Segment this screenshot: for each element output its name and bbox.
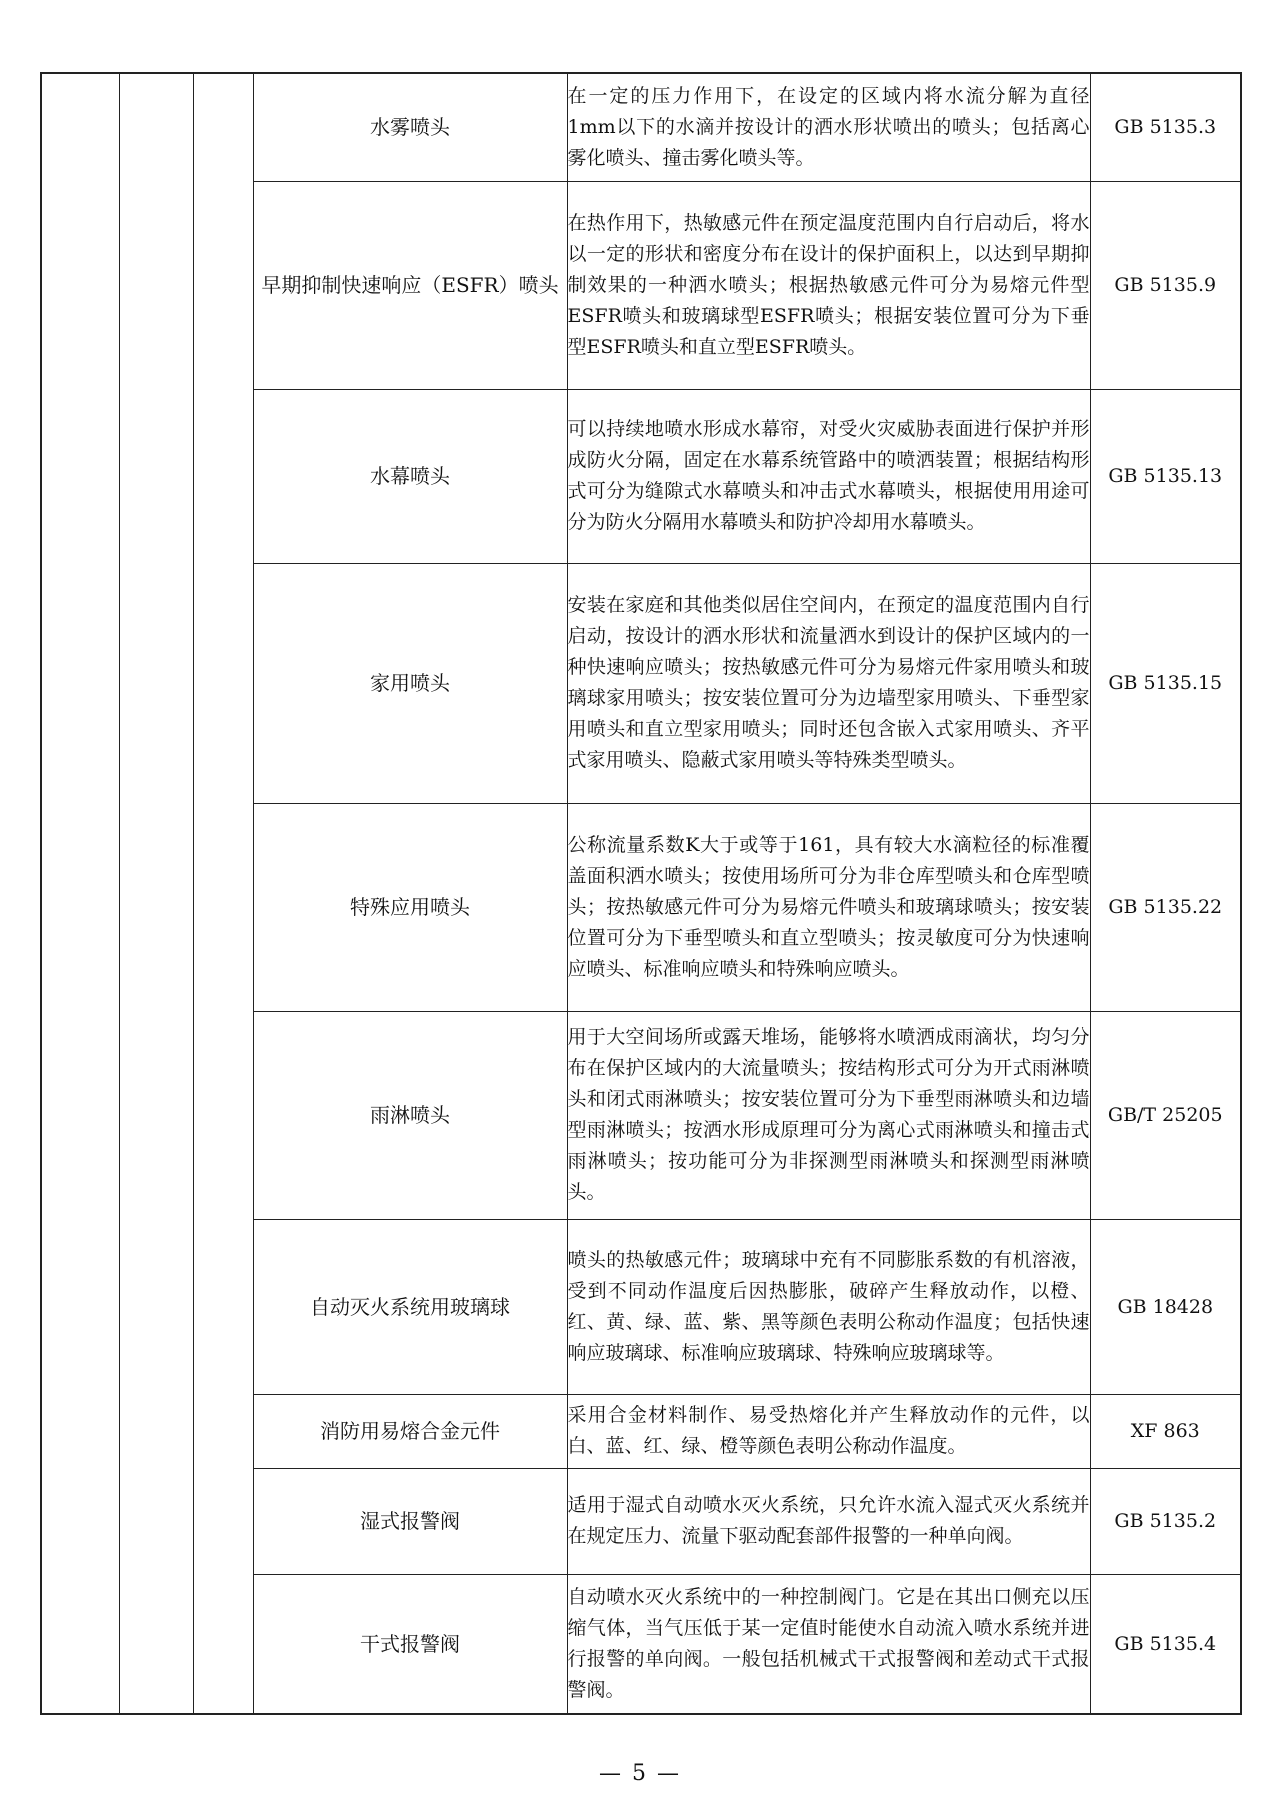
- product-table: [40, 72, 1242, 1715]
- product-name: 湿式报警阀: [253, 1468, 567, 1574]
- product-description: 适用于湿式自动喷水灭火系统，只允许水流入湿式灭火系统并在规定压力、流量下驱动配套部件报警的一种单向阀。: [567, 1468, 1090, 1574]
- standard-code: XF 863: [1090, 1394, 1241, 1468]
- table-row: [41, 73, 1241, 181]
- product-name: 特殊应用喷头: [253, 803, 567, 1011]
- standard-code: GB 5135.4: [1090, 1574, 1241, 1714]
- product-description: 可以持续地喷水形成水幕帘，对受火灾威胁表面进行保护并形成防火分隔，固定在水幕系统管路中的喷洒装置；根据结构形式可分为缝隙式水幕喷头和冲击式水幕喷头，根据使用用途可分为防火分隔用水幕喷头和防护冷却用水幕喷头。: [567, 389, 1090, 563]
- product-name: 水幕喷头: [253, 389, 567, 563]
- product-description: 采用合金材料制作、易受热熔化并产生释放动作的元件，以白、蓝、红、绿、橙等颜色表明公称动作温度。: [567, 1394, 1090, 1468]
- product-description: 用于大空间场所或露天堆场，能够将水喷洒成雨滴状，均匀分布在保护区域内的大流量喷头；按结构形式可分为开式雨淋喷头和闭式雨淋喷头；按安装位置可分为下垂型雨淋喷头和边墙型雨淋喷头；按洒水形成原理可分为离心式雨淋喷头和撞击式雨淋喷头；按功能可分为非探测型雨淋喷头和探测型雨淋喷头。: [567, 1011, 1090, 1219]
- category-column-3: [193, 73, 253, 1714]
- product-name: 早期抑制快速响应（ESFR）喷头: [253, 181, 567, 389]
- category-column-1: [41, 73, 119, 1714]
- product-name: 消防用易熔合金元件: [253, 1394, 567, 1468]
- standard-code: GB 5135.3: [1090, 73, 1241, 181]
- category-column-2: [119, 73, 193, 1714]
- product-description: 在热作用下，热敏感元件在预定温度范围内自行启动后，将水以一定的形状和密度分布在设计的保护面积上，以达到早期抑制效果的一种洒水喷头；根据热敏感元件可分为易熔元件型ESFR喷头和玻璃球型ESFR喷头；根据安装位置可分为下垂型ESFR喷头和直立型ESFR喷头。: [567, 181, 1090, 389]
- standard-code: GB 5135.22: [1090, 803, 1241, 1011]
- standard-code: GB 5135.2: [1090, 1468, 1241, 1574]
- product-description: 安装在家庭和其他类似居住空间内，在预定的温度范围内自行启动，按设计的洒水形状和流量洒水到设计的保护区域内的一种快速响应喷头；按热敏感元件可分为易熔元件家用喷头和玻璃球家用喷头；按安装位置可分为边墙型家用喷头、下垂型家用喷头和直立型家用喷头；同时还包含嵌入式家用喷头、齐平式家用喷头、隐蔽式家用喷头等特殊类型喷头。: [567, 563, 1090, 803]
- standard-code: GB 5135.13: [1090, 389, 1241, 563]
- product-description: 自动喷水灭火系统中的一种控制阀门。它是在其出口侧充以压缩气体，当气压低于某一定值时能使水自动流入喷水系统并进行报警的单向阀。一般包括机械式干式报警阀和差动式干式报警阀。: [567, 1574, 1090, 1714]
- standard-code: GB 18428: [1090, 1219, 1241, 1394]
- product-description: 公称流量系数K大于或等于161，具有较大水滴粒径的标准覆盖面积洒水喷头；按使用场所可分为非仓库型喷头和仓库型喷头；按热敏感元件可分为易熔元件喷头和玻璃球喷头；按安装位置可分为下垂型喷头和直立型喷头；按灵敏度可分为快速响应喷头、标准响应喷头和特殊响应喷头。: [567, 803, 1090, 1011]
- product-name: 自动灭火系统用玻璃球: [253, 1219, 567, 1394]
- standard-code: GB 5135.9: [1090, 181, 1241, 389]
- product-name: 家用喷头: [253, 563, 567, 803]
- product-name: 水雾喷头: [253, 73, 567, 181]
- product-description: 在一定的压力作用下，在设定的区域内将水流分解为直径1mm以下的水滴并按设计的洒水形状喷出的喷头；包括离心雾化喷头、撞击雾化喷头等。: [567, 73, 1090, 181]
- standard-code: GB 5135.15: [1090, 563, 1241, 803]
- product-name: 干式报警阀: [253, 1574, 567, 1714]
- product-name: 雨淋喷头: [253, 1011, 567, 1219]
- product-description: 喷头的热敏感元件；玻璃球中充有不同膨胀系数的有机溶液，受到不同动作温度后因热膨胀，破碎产生释放动作，以橙、红、黄、绿、蓝、紫、黑等颜色表明公称动作温度；包括快速响应玻璃球、标准响应玻璃球、特殊响应玻璃球等。: [567, 1219, 1090, 1394]
- standard-code: GB/T 25205: [1090, 1011, 1241, 1219]
- page-number: — 5 —: [599, 1761, 681, 1786]
